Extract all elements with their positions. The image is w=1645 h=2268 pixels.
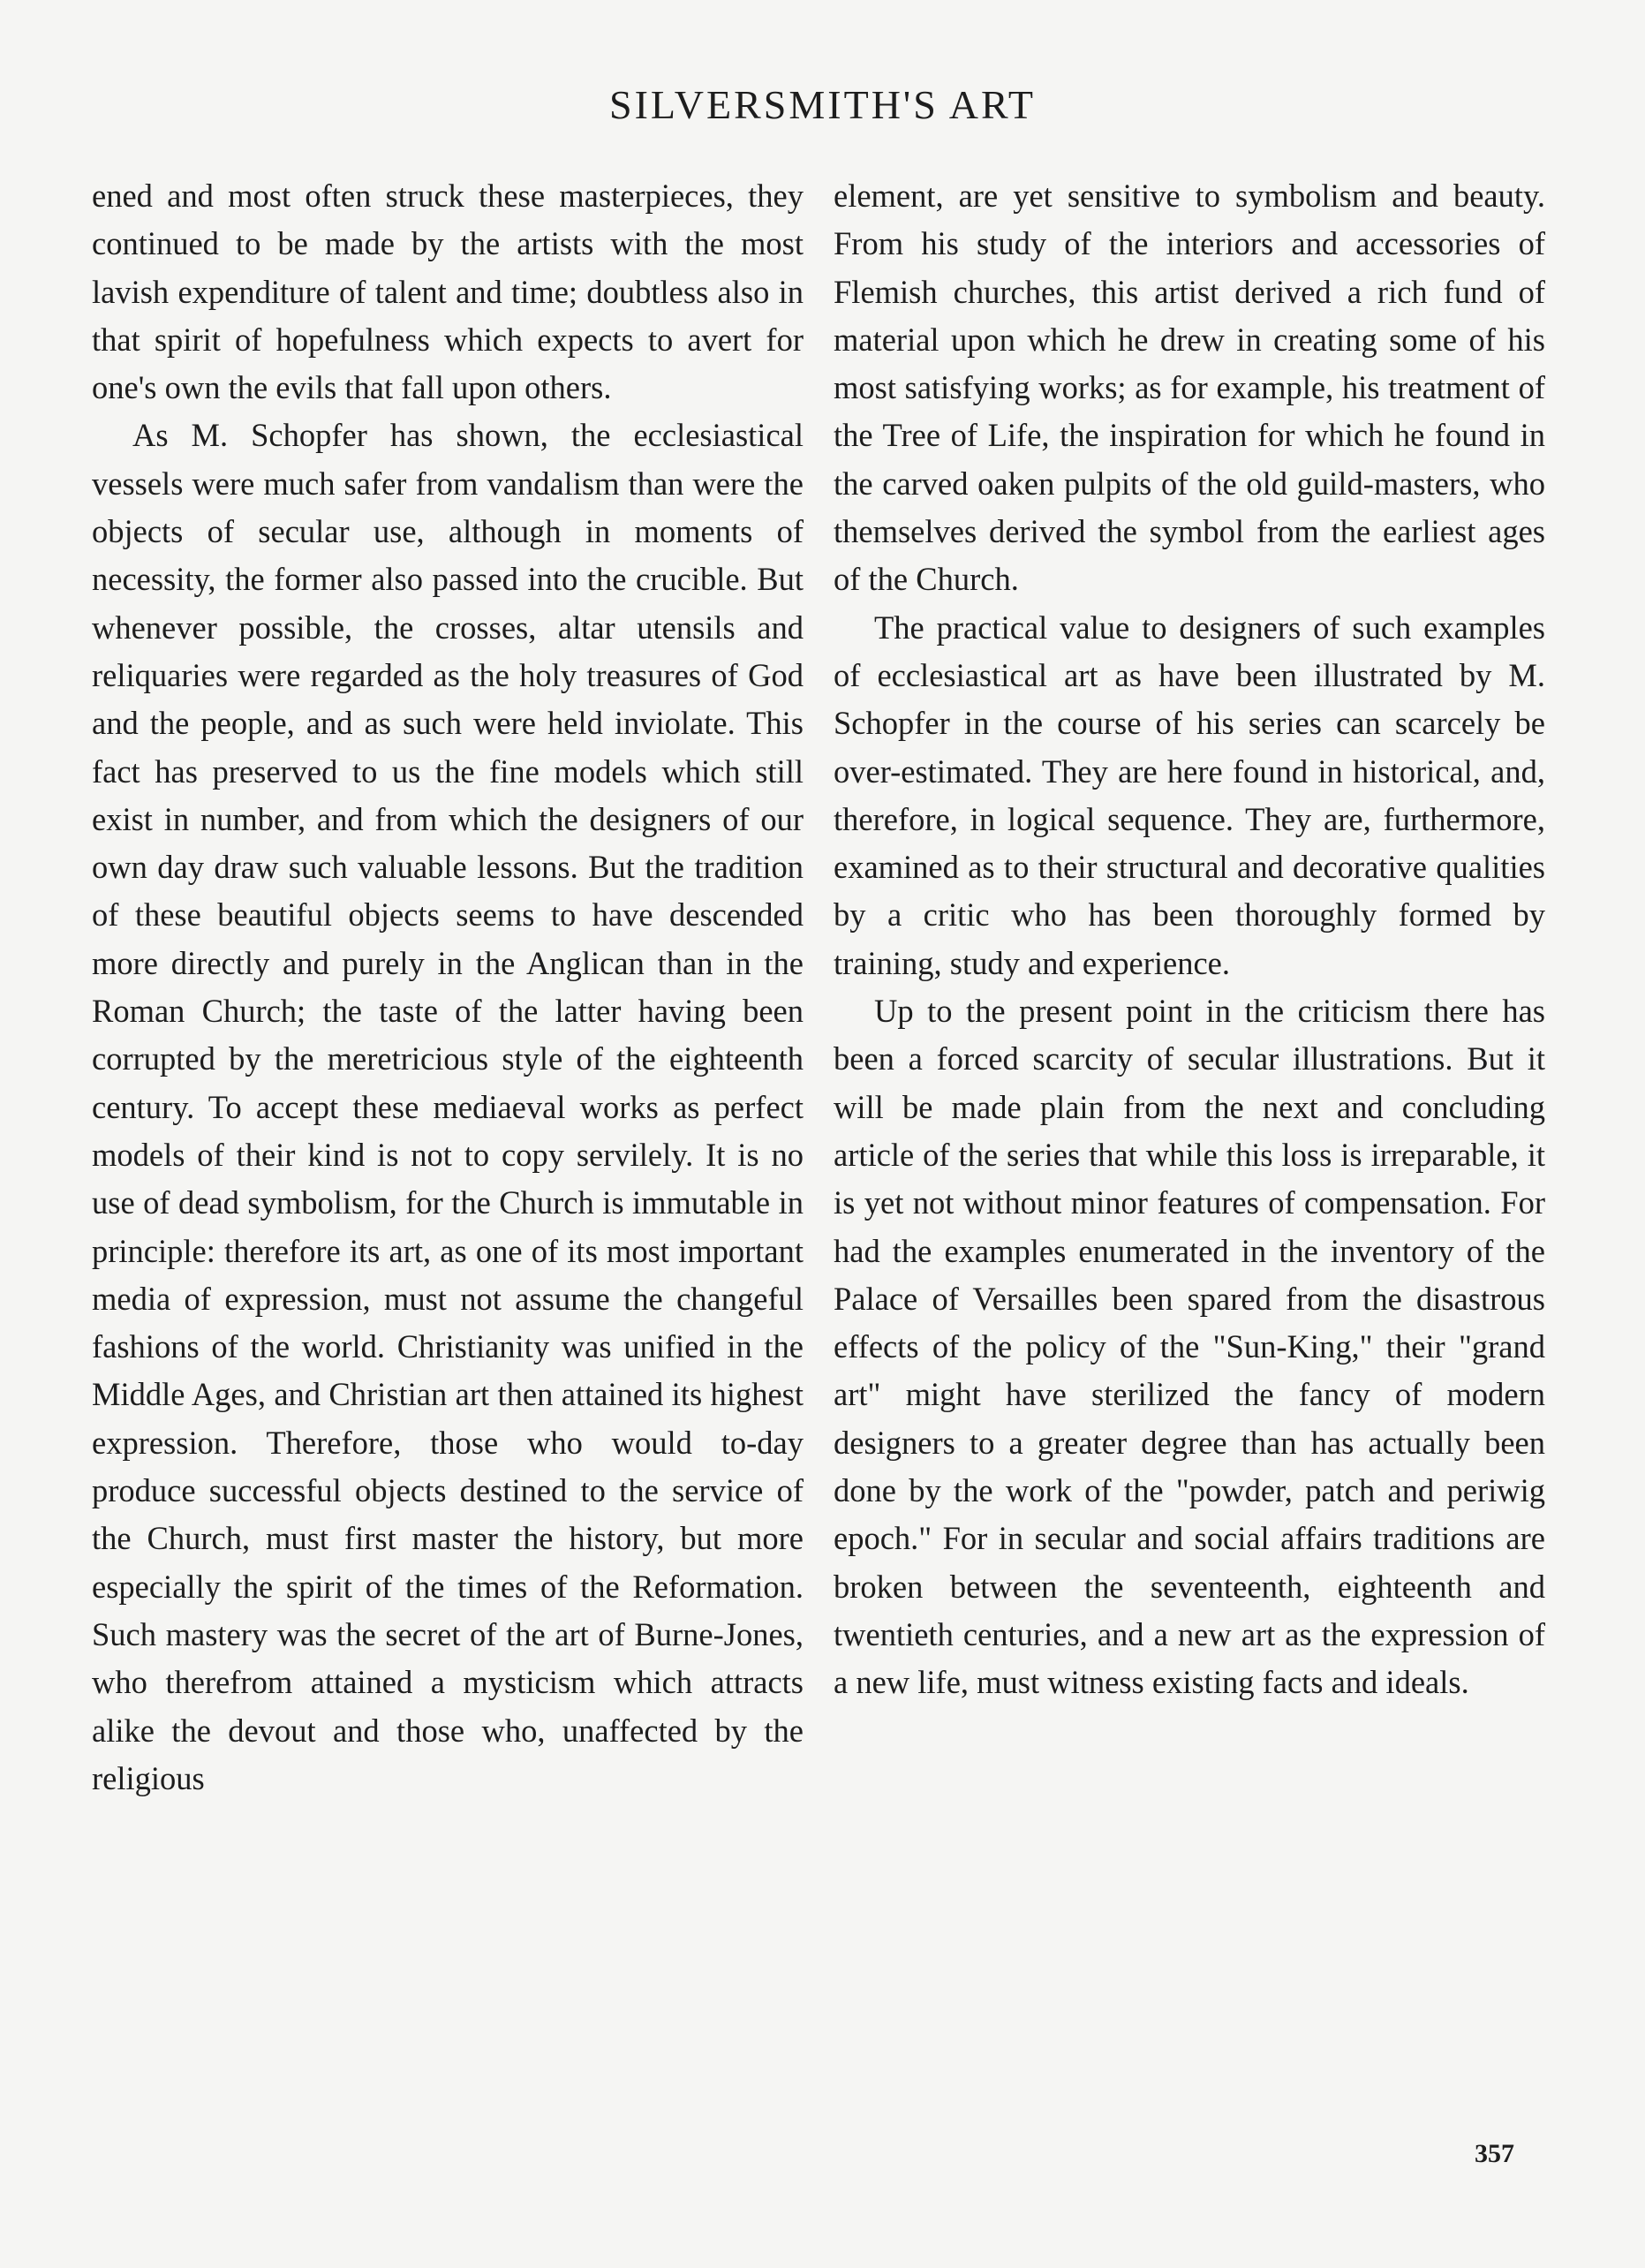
running-head: SILVERSMITH'S ART [609, 82, 1036, 127]
page-number: 357 [1475, 2139, 1514, 2168]
paragraph: Up to the present point in the criticism there has been a forced scarcity of secular illustrations. But it will be made plain from the next and concluding article of the series that while this loss is irreparable, it is yet not without minor features of compensation. For had the examples enumerated in the inventory of the Palace of Versailles been spared from the disastrous effects of the policy of the "Sun-King," their "grand art" might have sterilized the fancy of modern designers to a greater degree than has actually been done by the work of the "powder, patch and periwig epoch." For in secular and social affairs traditions are broken between the seventeenth, eighteenth and twentieth centuries, and a new art as the expression of a new life, must witness existing facts and ideals. [834, 993, 1545, 1701]
left-column [92, 172, 804, 1803]
paragraph: The practical value to designers of such examples of ecclesiastical art as have been illustrated by M. Schopfer in the course of his series can scarcely be over-estimated. They are here found in historical, and, therefore, in logical sequence. They are, furthermore, examined as to their structural and decorative qualities by a critic who has been thoroughly formed by training, study and experience. [834, 609, 1545, 981]
paragraph: As M. Schopfer has shown, the ecclesiastical vessels were much safer from vandalism than were the objects of secular use, although in moments of necessity, the former also passed into the crucible. But whenever possible, the crosses, altar utensils and reliquaries were regarded as the holy treasures of God and the people, and as such were held inviolate. This fact has preserved to us the fine models which still exist in number, and from which the designers of our own day draw such valuable lessons. But the tradition of these beautiful objects seems to have descended more directly and purely in the Anglican than in the Roman Church; the taste of the latter having been corrupted by the meretricious style of the eighteenth century. To accept these mediaeval works as perfect models of their kind is not to copy servilely. It is no use of dead symbolism, for the Church is immutable in principle: therefore its art, as one of its most important media of expression, must not assume the changeful fashions of the world. Christianity was unified in the Middle Ages, and Christian art then attained its highest expression. Therefore, those who would to-day produce successful objects destined to the service of the Church, must first master the history, but more especially the spirit of the times of the Reformation. Such mastery was the secret of the art of Burne-Jones, who therefrom attained a mysticism which attracts alike the devout and those who, unaffected by the religious [92, 417, 804, 1796]
right-column [834, 172, 1545, 1707]
paragraph: element, are yet sensitive to symbolism and beauty. From his study of the interiors and accessories of Flemish churches, this artist derived a rich fund of material upon which he drew in creating some of his most satisfying works; as for example, his treatment of the Tree of Life, the inspiration for which he found in the carved oaken pulpits of the old guild-masters, who themselves derived the symbol from the earliest ages of the Church. [834, 178, 1545, 598]
paragraph: ened and most often struck these masterpieces, they continued to be made by the artists with the most lavish expenditure of talent and time; doubtless also in that spirit of hopefulness which expects to avert for one's own the evils that fall upon others. [92, 178, 804, 406]
